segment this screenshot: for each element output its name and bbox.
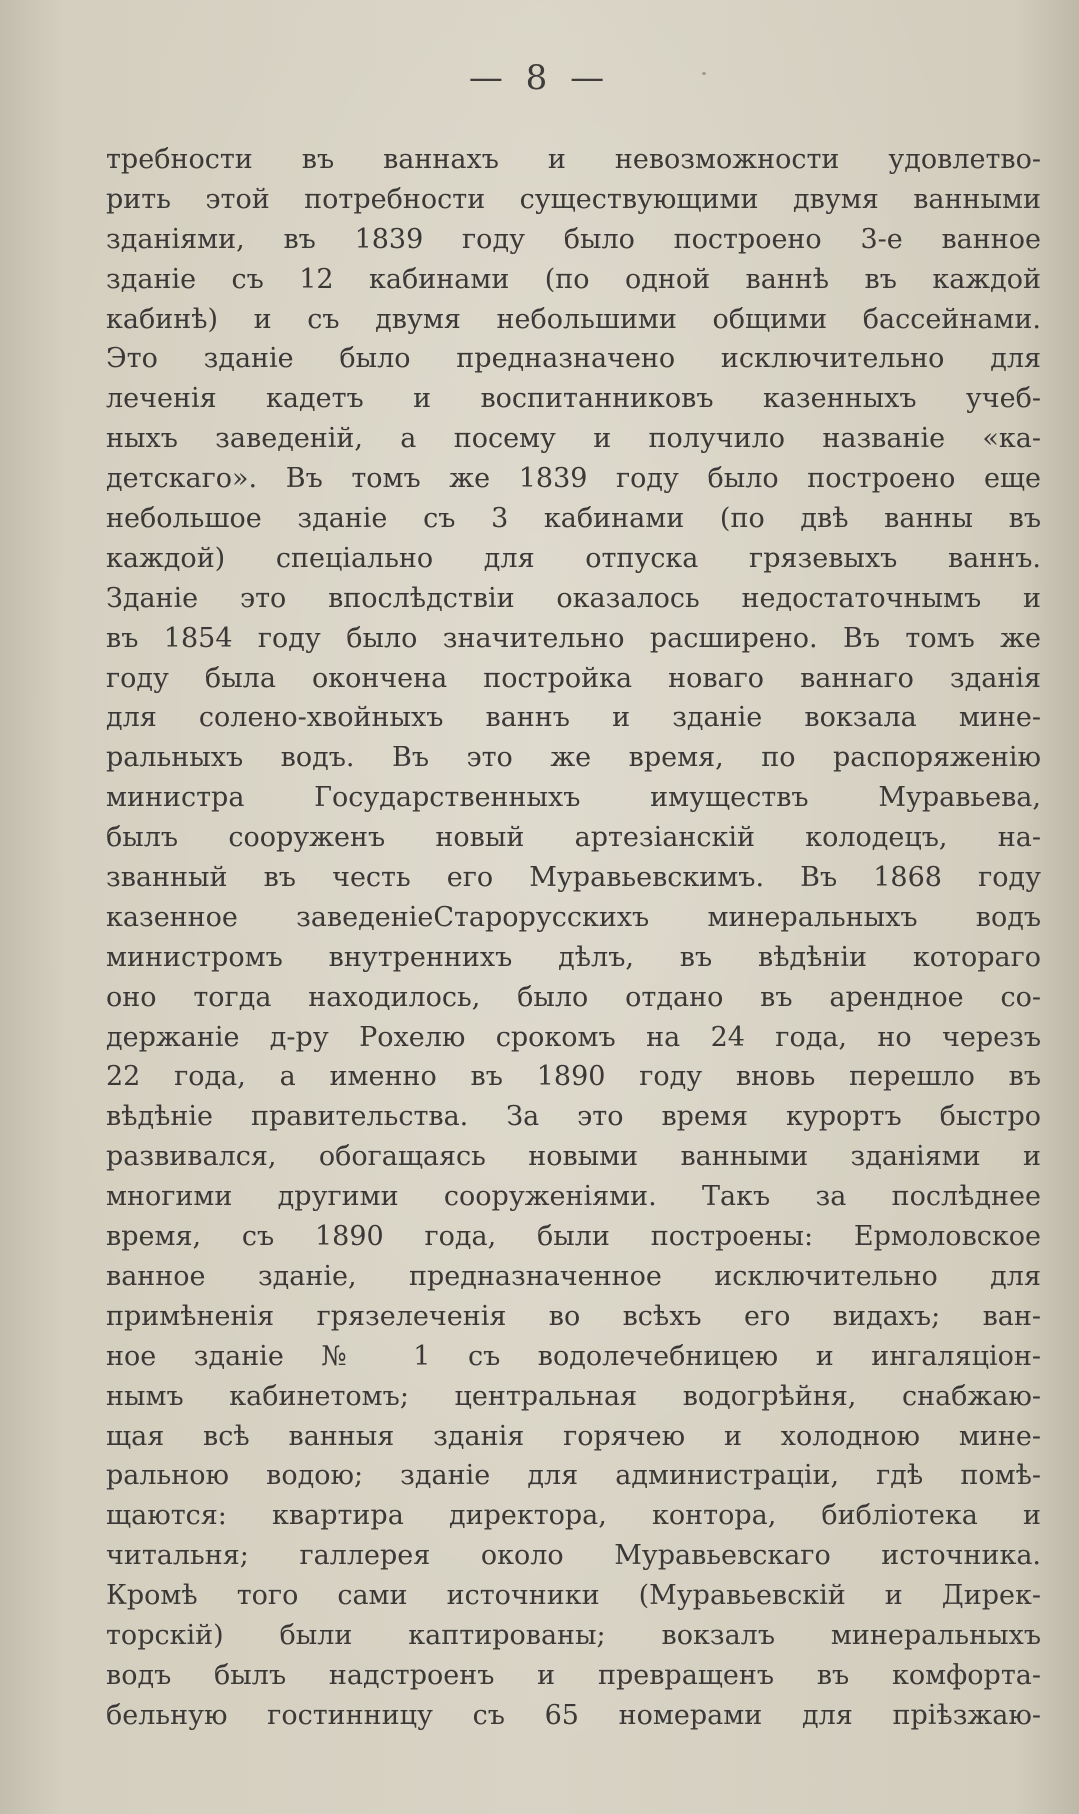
text-line: вѣдѣніе правительства. За это время курортъ быстро [106, 1101, 1041, 1133]
text-line: Это зданіе было предназначено исключительно для [106, 343, 1041, 375]
ink-speck [702, 72, 706, 75]
text-line: ныхъ заведеній, а посему и получило названіе «ка- [106, 423, 1041, 455]
text-line: бельную гостинницу съ 65 номерами для пріѣзжаю- [106, 1699, 1041, 1731]
text-line: ральною водою; зданіе для администраціи, гдѣ помѣ- [106, 1460, 1041, 1492]
text-line: время, съ 1890 года, были построены: Ермоловское [106, 1221, 1041, 1253]
text-line: кабинѣ) и съ двумя небольшими общими бассейнами. [106, 303, 1041, 335]
body-text [106, 140, 1041, 1736]
text-line: ванное зданіе, предназначенное исключительно для [106, 1260, 1041, 1292]
text-line: въ 1854 году было значительно расширено. Въ томъ же [106, 622, 1041, 654]
text-line: зданіе съ 12 кабинами (по одной ваннѣ въ каждой [106, 263, 1041, 295]
text-line: званный въ честь его Муравьевскимъ. Въ 1868 году [106, 862, 1041, 894]
text-line: министромъ внутреннихъ дѣлъ, въ вѣдѣніи котораго [106, 941, 1041, 973]
text-line: для солено-хвойныхъ ваннъ и зданіе вокзала мине- [106, 702, 1041, 734]
text-line: Зданіе это впослѣдствіи оказалось недостаточнымъ и [106, 582, 1041, 614]
text-line: ное зданіе № 1 съ водолечебницею и ингаляціон- [106, 1340, 1041, 1372]
text-line: развивался, обогащаясь новыми ванными зданіями и [106, 1141, 1041, 1173]
text-line: щаются: квартира директора, контора, библіотека и [106, 1500, 1041, 1532]
text-line: былъ сооруженъ новый артезіанскій колодецъ, на- [106, 822, 1041, 854]
text-line: торскій) были каптированы; вокзалъ минеральныхъ [106, 1619, 1041, 1651]
text-line: Кромѣ того сами источники (Муравьевскій и Дирек- [106, 1580, 1041, 1612]
text-line: зданіями, въ 1839 году было построено 3-е ванное [106, 223, 1041, 255]
text-line: рить этой потребности существующими двумя ванными [106, 183, 1041, 215]
text-line: водъ былъ надстроенъ и превращенъ въ комфорта- [106, 1659, 1041, 1691]
text-line: году была окончена постройка новаго ваннаго зданія [106, 662, 1041, 694]
text-line: министра Государственныхъ имуществъ Муравьева, [106, 782, 1041, 814]
text-line: небольшое зданіе съ 3 кабинами (по двѣ ванны въ [106, 503, 1041, 535]
text-line: каждой) спеціально для отпуска грязевыхъ ваннъ. [106, 542, 1041, 574]
text-line: детскаго». Въ томъ же 1839 году было построено еще [106, 463, 1041, 495]
text-line: держаніе д-ру Рохелю срокомъ на 24 года, но черезъ [106, 1021, 1041, 1053]
text-line: примѣненія грязелеченія во всѣхъ его видахъ; ван- [106, 1300, 1041, 1332]
text-line: леченія кадетъ и воспитанниковъ казенныхъ учеб- [106, 383, 1041, 415]
text-line: читальня; галлерея около Муравьевскаго источника. [106, 1540, 1041, 1572]
text-line: оно тогда находилось, было отдано въ арендное со- [106, 981, 1041, 1013]
text-line: 22 года, а именно въ 1890 году вновь перешло въ [106, 1061, 1041, 1093]
page-number: — 8 — [468, 58, 611, 98]
text-line: требности въ ваннахъ и невозможности удовлетво- [106, 144, 1041, 175]
text-line: ральныхъ водъ. Въ это же время, по распоряженію [106, 742, 1041, 774]
text-line: щая всѣ ванныя зданія горячею и холодною мине- [106, 1420, 1041, 1452]
text-line: нымъ кабинетомъ; центральная водогрѣйня, снабжаю- [106, 1380, 1041, 1412]
text-line: казенное заведеніеСтарорусскихъ минеральныхъ водъ [106, 901, 1041, 933]
text-line: многими другими сооруженіями. Такъ за послѣднее [106, 1181, 1041, 1213]
